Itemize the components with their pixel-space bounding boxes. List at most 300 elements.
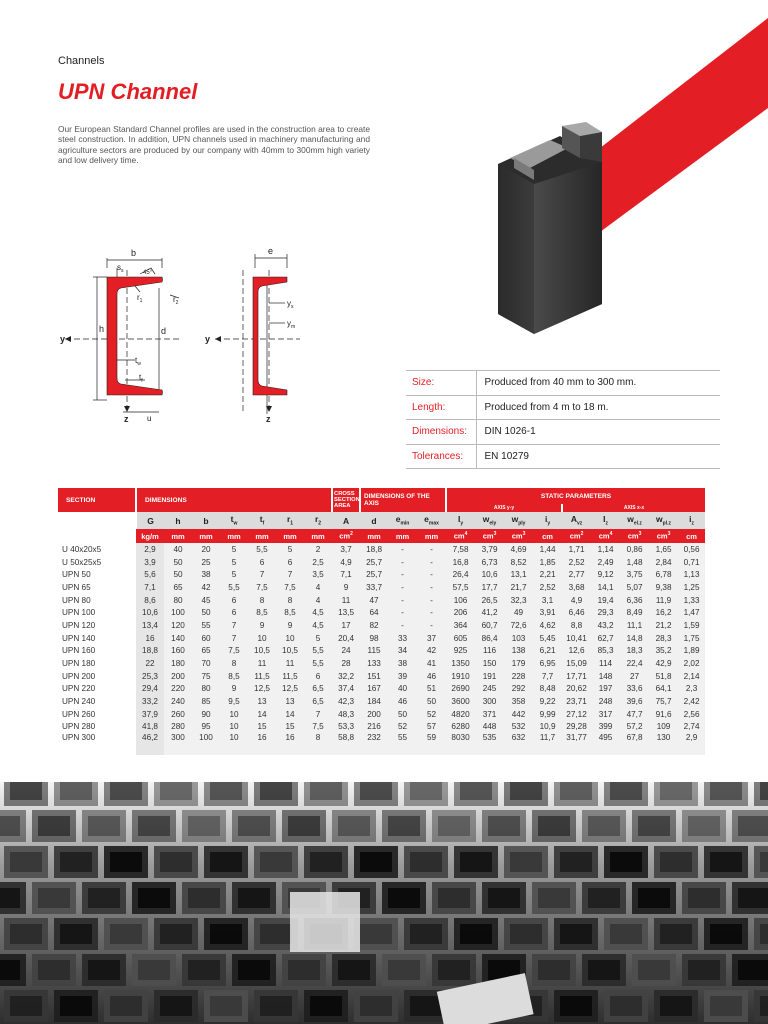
- header-section: SECTION: [58, 488, 136, 512]
- table-cell: 5,6: [136, 568, 164, 581]
- table-cell: 0,56: [678, 543, 705, 556]
- table-cell: 42,9: [649, 657, 678, 670]
- table-cell: 317: [591, 708, 620, 721]
- table-cell: -: [388, 543, 417, 556]
- channel-end-inner: [60, 782, 92, 800]
- table-cell: 8: [276, 594, 304, 607]
- table-cell: 6,46: [562, 606, 591, 619]
- channel-end-inner: [360, 782, 392, 800]
- table-cell: 160: [164, 644, 192, 657]
- channel-end-inner: [238, 888, 270, 908]
- channel-end-inner: [310, 996, 342, 1016]
- table-cell: 2,56: [678, 708, 705, 721]
- channel-end-inner: [210, 996, 242, 1016]
- channel-end-inner: [60, 852, 92, 872]
- channel-end-inner: [688, 816, 720, 836]
- table-cell: 28: [332, 657, 360, 670]
- table-cell: 10,9: [533, 720, 562, 733]
- channel-end-inner: [760, 996, 768, 1016]
- table-cell: 8,5: [220, 670, 248, 683]
- channel-end-inner: [10, 996, 42, 1016]
- section-name-cell: UPN 120: [58, 619, 136, 632]
- table-cell: 32,2: [332, 670, 360, 683]
- table-cell: 632: [504, 733, 533, 755]
- table-cell: 50: [192, 606, 220, 619]
- column-unit: mm: [192, 529, 220, 543]
- table-cell: 45: [192, 594, 220, 607]
- column-symbol: $r_2$: [304, 512, 332, 529]
- column-symbol: $r_1$: [276, 512, 304, 529]
- table-cell: 47,7: [620, 708, 649, 721]
- table-cell: 280: [164, 720, 192, 733]
- spec-label: Dimensions:: [406, 420, 476, 445]
- channel-end-inner: [360, 924, 392, 944]
- table-cell: 0,86: [620, 543, 649, 556]
- table-cell: 9,38: [649, 581, 678, 594]
- channel-end-inner: [210, 782, 242, 800]
- table-cell: -: [417, 606, 446, 619]
- table-cell: 41,8: [136, 720, 164, 733]
- table-cell: 2,9: [678, 733, 705, 755]
- column-unit: $cm^3$: [649, 529, 678, 543]
- table-symbol-row: [58, 512, 705, 529]
- table-cell: 51,8: [649, 670, 678, 683]
- table-cell: 60: [192, 632, 220, 645]
- column-unit: $cm^3$: [504, 529, 533, 543]
- section-name-cell: U 50x25x5: [58, 556, 136, 569]
- channel-end-inner: [488, 888, 520, 908]
- table-cell: 7,5: [220, 644, 248, 657]
- table-cell: 4,5: [304, 619, 332, 632]
- table-cell: 14,1: [591, 581, 620, 594]
- table-cell: -: [388, 556, 417, 569]
- table-cell: 197: [591, 682, 620, 695]
- table-cell: 5,5: [248, 543, 276, 556]
- table-cell: 6: [304, 670, 332, 683]
- table-cell: 2,77: [562, 568, 591, 581]
- dim-label-ys: $y_s$: [287, 299, 294, 310]
- spec-label: Size:: [406, 371, 476, 396]
- table-cell: 6: [276, 556, 304, 569]
- table-cell: 14: [248, 708, 276, 721]
- table-cell: 7,7: [533, 670, 562, 683]
- table-cell: 10,6: [475, 568, 504, 581]
- table-cell: -: [417, 594, 446, 607]
- table-cell: 535: [475, 733, 504, 755]
- table-cell: 1,13: [678, 568, 705, 581]
- table-cell: 15: [276, 720, 304, 733]
- table-cell: 184: [360, 695, 388, 708]
- table-cell: 2: [304, 543, 332, 556]
- table-cell: 11,7: [533, 733, 562, 755]
- channel-end-inner: [660, 782, 692, 800]
- channel-end-inner: [160, 996, 192, 1016]
- table-cell: 27,12: [562, 708, 591, 721]
- table-cell: 28,3: [649, 632, 678, 645]
- table-cell: 8: [304, 733, 332, 755]
- table-cell: 33,6: [620, 682, 649, 695]
- column-symbol: h: [164, 512, 192, 529]
- table-cell: 2,42: [678, 695, 705, 708]
- channel-end-inner: [438, 960, 470, 980]
- channel-end-inner: [710, 852, 742, 872]
- table-cell: 60,7: [475, 619, 504, 632]
- channel-end-inner: [10, 782, 42, 800]
- header-blank: [58, 512, 136, 529]
- table-cell: 6,78: [649, 568, 678, 581]
- table-row: [58, 708, 705, 721]
- table-cell: 6,73: [475, 556, 504, 569]
- column-unit: mm: [360, 529, 388, 543]
- table-cell: 103: [504, 632, 533, 645]
- table-row: [58, 543, 705, 556]
- table-cell: 7,1: [136, 581, 164, 594]
- channel-end-inner: [160, 924, 192, 944]
- table-cell: 925: [446, 644, 475, 657]
- table-cell: 1,33: [678, 594, 705, 607]
- table-cell: 4,9: [332, 556, 360, 569]
- channel-end-inner: [510, 924, 542, 944]
- section-name-cell: UPN 100: [58, 606, 136, 619]
- table-cell: 5: [304, 632, 332, 645]
- table-cell: 1,25: [678, 581, 705, 594]
- table-cell: 70: [192, 657, 220, 670]
- table-cell: 2,49: [591, 556, 620, 569]
- table-row: [58, 657, 705, 670]
- axis-label-z-right: z: [266, 414, 271, 424]
- channel-end-inner: [388, 888, 420, 908]
- channel-end-inner: [188, 816, 220, 836]
- table-cell: 300: [164, 733, 192, 755]
- table-row: [58, 568, 705, 581]
- upn-dimensions-table: [58, 488, 705, 755]
- table-row: [58, 670, 705, 683]
- table-cell: 7,58: [446, 543, 475, 556]
- table-cell: 18,8: [360, 543, 388, 556]
- table-cell: -: [417, 543, 446, 556]
- table-cell: -: [417, 568, 446, 581]
- dim-label-e: e: [268, 246, 274, 256]
- column-symbol: $t_w$: [220, 512, 248, 529]
- table-cell: 65: [192, 644, 220, 657]
- table-cell: 27: [620, 670, 649, 683]
- table-cell: 4: [304, 594, 332, 607]
- column-unit: mm: [220, 529, 248, 543]
- table-cell: 38: [388, 657, 417, 670]
- table-cell: 40: [388, 682, 417, 695]
- upn-cross-section-diagram: [55, 240, 315, 425]
- table-cell: 1,65: [649, 543, 678, 556]
- table-row: [58, 556, 705, 569]
- section-name-cell: UPN 50: [58, 568, 136, 581]
- table-cell: 7,5: [276, 581, 304, 594]
- table-cell: 4,9: [562, 594, 591, 607]
- table-cell: 6: [220, 594, 248, 607]
- channel-end-inner: [660, 924, 692, 944]
- channel-end-inner: [410, 924, 442, 944]
- channel-end-inner: [510, 852, 542, 872]
- table-cell: 21,2: [649, 619, 678, 632]
- channel-end-inner: [0, 816, 20, 836]
- dim-label-u: u: [147, 414, 152, 423]
- table-cell: 25,3: [136, 670, 164, 683]
- table-cell: 7,1: [332, 568, 360, 581]
- table-cell: -: [417, 581, 446, 594]
- column-unit: mm: [388, 529, 417, 543]
- channel-end-inner: [210, 852, 242, 872]
- table-cell: 10,5: [248, 644, 276, 657]
- table-cell: 9: [220, 682, 248, 695]
- section-name-cell: UPN 240: [58, 695, 136, 708]
- table-cell: 85,3: [591, 644, 620, 657]
- table-cell: 5: [220, 556, 248, 569]
- table-cell: 8: [220, 657, 248, 670]
- table-cell: 228: [504, 670, 533, 683]
- column-unit: $cm^3$: [620, 529, 649, 543]
- table-cell: 3,68: [562, 581, 591, 594]
- dim-label-r2: $r_2$: [173, 295, 179, 306]
- channel-end-inner: [710, 782, 742, 800]
- column-unit: cm: [678, 529, 705, 543]
- table-cell: 8,52: [504, 556, 533, 569]
- table-row: [58, 733, 705, 755]
- table-cell: 300: [475, 695, 504, 708]
- table-cell: 3,91: [533, 606, 562, 619]
- table-cell: -: [388, 568, 417, 581]
- table-cell: 33,2: [136, 695, 164, 708]
- channel-end-inner: [138, 888, 170, 908]
- table-cell: 1,47: [678, 606, 705, 619]
- table-cell: 6: [220, 606, 248, 619]
- table-row: [58, 619, 705, 632]
- column-unit: $cm^4$: [446, 529, 475, 543]
- section-name-cell: UPN 180: [58, 657, 136, 670]
- channel-end-inner: [388, 960, 420, 980]
- table-cell: 3,79: [475, 543, 504, 556]
- table-cell: 50: [388, 708, 417, 721]
- table-cell: 18,8: [136, 644, 164, 657]
- header-blank: [58, 529, 136, 543]
- table-cell: 358: [504, 695, 533, 708]
- table-cell: 1,48: [620, 556, 649, 569]
- table-cell: 16,8: [446, 556, 475, 569]
- table-cell: 1,85: [533, 556, 562, 569]
- channel-end-inner: [338, 960, 370, 980]
- column-unit: mm: [304, 529, 332, 543]
- channel-end-inner: [38, 888, 70, 908]
- table-cell: 23,71: [562, 695, 591, 708]
- header-static-parameters: STATIC PARAMETERS: [446, 488, 705, 504]
- channel-end-inner: [360, 852, 392, 872]
- table-cell: 52: [417, 708, 446, 721]
- table-cell: 29,4: [136, 682, 164, 695]
- category-label: Channels: [58, 55, 105, 67]
- table-cell: 605: [446, 632, 475, 645]
- table-cell: 64: [360, 606, 388, 619]
- product-specs-table: [406, 370, 720, 469]
- column-unit: mm: [164, 529, 192, 543]
- table-cell: 13: [248, 695, 276, 708]
- table-cell: -: [388, 606, 417, 619]
- table-cell: 13,1: [504, 568, 533, 581]
- table-cell: 8,6: [136, 594, 164, 607]
- column-symbol: d: [360, 512, 388, 529]
- axis-label-y-left: y: [60, 334, 66, 344]
- channel-end-inner: [188, 960, 220, 980]
- table-row: [58, 594, 705, 607]
- table-cell: 6,5: [304, 695, 332, 708]
- table-cell: 4,62: [533, 619, 562, 632]
- channel-end-inner: [588, 960, 620, 980]
- channel-end-inner: [88, 816, 120, 836]
- table-cell: 179: [504, 657, 533, 670]
- channel-end-inner: [638, 816, 670, 836]
- dim-label-angle: 45°: [143, 270, 153, 276]
- channel-end-inner: [760, 852, 768, 872]
- table-cell: 8,5: [248, 606, 276, 619]
- dim-label-d: d: [161, 326, 167, 336]
- table-cell: 19,4: [591, 594, 620, 607]
- table-row: [58, 695, 705, 708]
- table-cell: 232: [360, 733, 388, 755]
- table-cell: 75,7: [649, 695, 678, 708]
- table-cell: 31,77: [562, 733, 591, 755]
- dim-label-ym: $y_m$: [287, 319, 296, 330]
- table-cell: 86,4: [475, 632, 504, 645]
- table-cell: 20: [192, 543, 220, 556]
- table-cell: 7,5: [248, 581, 276, 594]
- table-cell: 17,7: [475, 581, 504, 594]
- table-cell: 100: [192, 733, 220, 755]
- column-symbol: $w_{pl.z}$: [649, 512, 678, 529]
- table-cell: 15: [248, 720, 276, 733]
- column-unit: $cm^4$: [591, 529, 620, 543]
- table-cell: 55: [192, 619, 220, 632]
- table-cell: 3600: [446, 695, 475, 708]
- table-cell: 371: [475, 708, 504, 721]
- table-cell: 20,62: [562, 682, 591, 695]
- channel-end-inner: [588, 816, 620, 836]
- channel-end-inner: [260, 852, 292, 872]
- table-cell: 13: [276, 695, 304, 708]
- table-cell: 2,74: [678, 720, 705, 733]
- channel-end-inner: [560, 996, 592, 1016]
- table-cell: 3,1: [533, 594, 562, 607]
- spec-value: Produced from 40 mm to 300 mm.: [476, 371, 720, 396]
- table-cell: 6,5: [304, 682, 332, 695]
- section-name-cell: UPN 65: [58, 581, 136, 594]
- channel-end-inner: [560, 924, 592, 944]
- table-cell: 2,52: [533, 581, 562, 594]
- table-cell: 37,9: [136, 708, 164, 721]
- table-cell: 292: [504, 682, 533, 695]
- channel-end-inner: [560, 782, 592, 800]
- table-cell: 22: [136, 657, 164, 670]
- table-cell: 8030: [446, 733, 475, 755]
- column-unit: $cm^3$: [475, 529, 504, 543]
- header-axis-yy: AXIS y-y: [446, 504, 562, 512]
- table-cell: 57,2: [620, 720, 649, 733]
- channel-end-inner: [438, 816, 470, 836]
- table-cell: 41,2: [475, 606, 504, 619]
- table-cell: 50: [417, 695, 446, 708]
- table-cell: 260: [164, 708, 192, 721]
- table-cell: 8,49: [620, 606, 649, 619]
- table-cell: 2,9: [136, 543, 164, 556]
- table-row: [58, 720, 705, 733]
- table-cell: 46: [417, 670, 446, 683]
- table-cell: 98: [360, 632, 388, 645]
- table-cell: 90: [192, 708, 220, 721]
- column-symbol: $w_{el.z}$: [620, 512, 649, 529]
- table-cell: 24: [332, 644, 360, 657]
- table-cell: 3,9: [136, 556, 164, 569]
- table-cell: 4: [304, 581, 332, 594]
- channel-end-inner: [710, 924, 742, 944]
- dim-label-tf: $t_f$: [139, 373, 143, 384]
- column-symbol: $I_y$: [446, 512, 475, 529]
- table-cell: 532: [504, 720, 533, 733]
- table-cell: 95: [192, 720, 220, 733]
- table-cell: 75: [192, 670, 220, 683]
- channel-end-inner: [538, 816, 570, 836]
- table-cell: 2,14: [678, 670, 705, 683]
- table-cell: 6: [248, 556, 276, 569]
- table-cell: -: [417, 619, 446, 632]
- column-unit: cm: [533, 529, 562, 543]
- stacked-channels-photo: [0, 782, 768, 1024]
- channel-end-inner: [310, 782, 342, 800]
- table-cell: 38: [192, 568, 220, 581]
- table-cell: 2,84: [649, 556, 678, 569]
- table-cell: 2,52: [562, 556, 591, 569]
- channel-end-inner: [360, 996, 392, 1016]
- channel-end-inner: [760, 924, 768, 944]
- table-cell: 50: [164, 568, 192, 581]
- section-name-cell: U 40x20x5: [58, 543, 136, 556]
- channel-end-inner: [410, 996, 442, 1016]
- table-cell: 41: [417, 657, 446, 670]
- table-cell: 25,7: [360, 556, 388, 569]
- spec-label: Tolerances:: [406, 444, 476, 469]
- table-row: [58, 644, 705, 657]
- table-cell: 180: [164, 657, 192, 670]
- table-cell: 11,5: [276, 670, 304, 683]
- header-cross-section-area: CROSS SECTION AREA: [332, 488, 360, 512]
- channel-end-inner: [110, 852, 142, 872]
- table-cell: 5: [220, 568, 248, 581]
- header-dimensions: DIMENSIONS: [136, 488, 332, 512]
- section-name-cell: UPN 220: [58, 682, 136, 695]
- table-cell: 240: [164, 695, 192, 708]
- table-cell: 8,5: [276, 606, 304, 619]
- table-cell: -: [417, 556, 446, 569]
- table-cell: 106: [446, 594, 475, 607]
- table-cell: 248: [591, 695, 620, 708]
- channel-end-inner: [338, 816, 370, 836]
- upn-channel-3d-illustration: [490, 118, 615, 340]
- table-cell: 29,3: [591, 606, 620, 619]
- table-cell: 115: [360, 644, 388, 657]
- table-cell: 80: [192, 682, 220, 695]
- table-cell: 12,6: [562, 644, 591, 657]
- table-cell: 151: [360, 670, 388, 683]
- channel-end-inner: [310, 852, 342, 872]
- table-row: [58, 632, 705, 645]
- table-cell: 5: [220, 543, 248, 556]
- section-name-cell: UPN 200: [58, 670, 136, 683]
- table-cell: 37,4: [332, 682, 360, 695]
